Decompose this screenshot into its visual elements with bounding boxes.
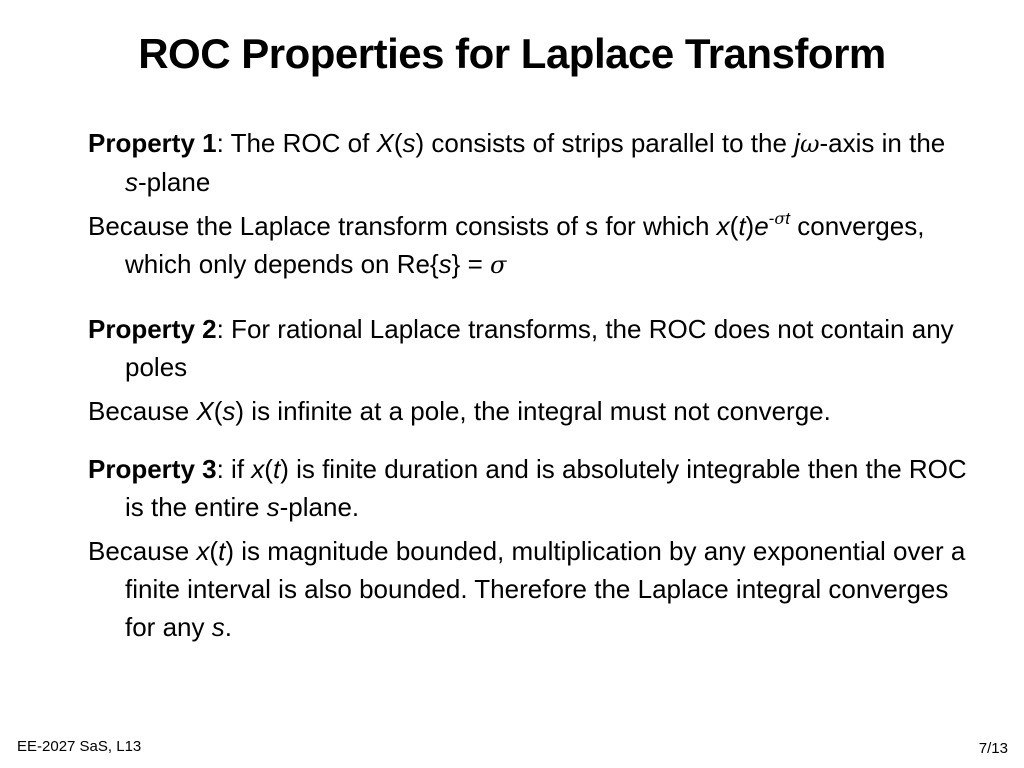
because-2-paragraph: [88, 392, 968, 430]
property-3-open: (: [264, 454, 273, 484]
property-1-omega: ω: [799, 130, 820, 158]
because-1-paragraph: [88, 207, 968, 284]
property-1-X: X: [376, 128, 394, 158]
property-2-text: : For rational Laplace transforms, the ROC does not contain any poles: [125, 314, 954, 382]
because-1-exp-minus: -: [768, 209, 775, 228]
property-1-paragraph: [88, 124, 968, 201]
because-3-open: (: [209, 536, 219, 566]
because-3-t: t: [218, 536, 226, 566]
because-1-t: t: [738, 211, 746, 241]
property-3-text-a: : if: [216, 454, 252, 484]
because-1-exponent: [769, 209, 790, 228]
because-2-X: X: [196, 396, 214, 426]
because-3-text-a: Because: [88, 536, 197, 566]
because-2-text-b: ) is infinite at a pole, the integral must not converge.: [235, 396, 831, 426]
because-3-paragraph: [88, 532, 968, 646]
property-2-paragraph: [88, 310, 968, 386]
footer-course: EE-2027 SaS, L13: [17, 738, 142, 755]
property-3-text-b: ) is finite duration and is absolutely integrable then the ROC is the entire: [125, 454, 967, 522]
because-1-text-b: converges, which only depends on Re{: [125, 211, 925, 279]
property-1-label: Property 1: [88, 128, 217, 158]
because-1-text-c: } =: [451, 249, 490, 279]
because-1-exp-t: t: [785, 209, 791, 228]
because-1-x: x: [716, 211, 730, 241]
property-1-text-a: : The ROC of: [216, 128, 377, 158]
because-1-sigma: σ: [490, 251, 507, 279]
property-3-label: Property 3: [88, 454, 217, 484]
footer-page-number: 7/13: [978, 740, 1008, 757]
because-3-text-c: .: [224, 612, 232, 642]
property-1-open: (: [393, 128, 403, 158]
property-1-text-d: -plane: [138, 167, 211, 197]
because-1-exp-sigma: σ: [774, 209, 786, 228]
property-1-j: j: [794, 128, 800, 158]
because-2-open: (: [213, 396, 223, 426]
property-2-label: Property 2: [88, 314, 217, 344]
property-3-paragraph: [88, 450, 968, 526]
because-3-s: s: [211, 612, 225, 642]
property-1-text-c: -axis in the: [819, 128, 946, 158]
because-1-s: s: [438, 249, 452, 279]
because-2-text-a: Because: [88, 396, 197, 426]
property-1-s-plane-s: s: [125, 167, 138, 197]
property-3-x: x: [251, 454, 265, 484]
because-1-e: e: [754, 211, 769, 241]
because-3-text-b: ) is magnitude bounded, multiplication by any exponential over a finite interval is also bounded. Therefore the Laplace integral converges for any: [125, 536, 966, 642]
because-3-x: x: [196, 536, 210, 566]
property-3-s: s: [266, 492, 280, 522]
slide-body: [88, 124, 968, 646]
because-1-text-a: Because the Laplace transform consists of s for which: [88, 211, 717, 241]
because-2-s: s: [222, 396, 236, 426]
because-1-open: (: [729, 211, 739, 241]
property-3-text-c: -plane.: [279, 492, 360, 522]
because-1-close: ): [745, 211, 755, 241]
slide-title: ROC Properties for Laplace Transform: [138, 30, 886, 77]
property-3-t: t: [272, 454, 281, 484]
property-1-s: s: [402, 128, 416, 158]
property-1-text-b: ) consists of strips parallel to the: [415, 128, 795, 158]
